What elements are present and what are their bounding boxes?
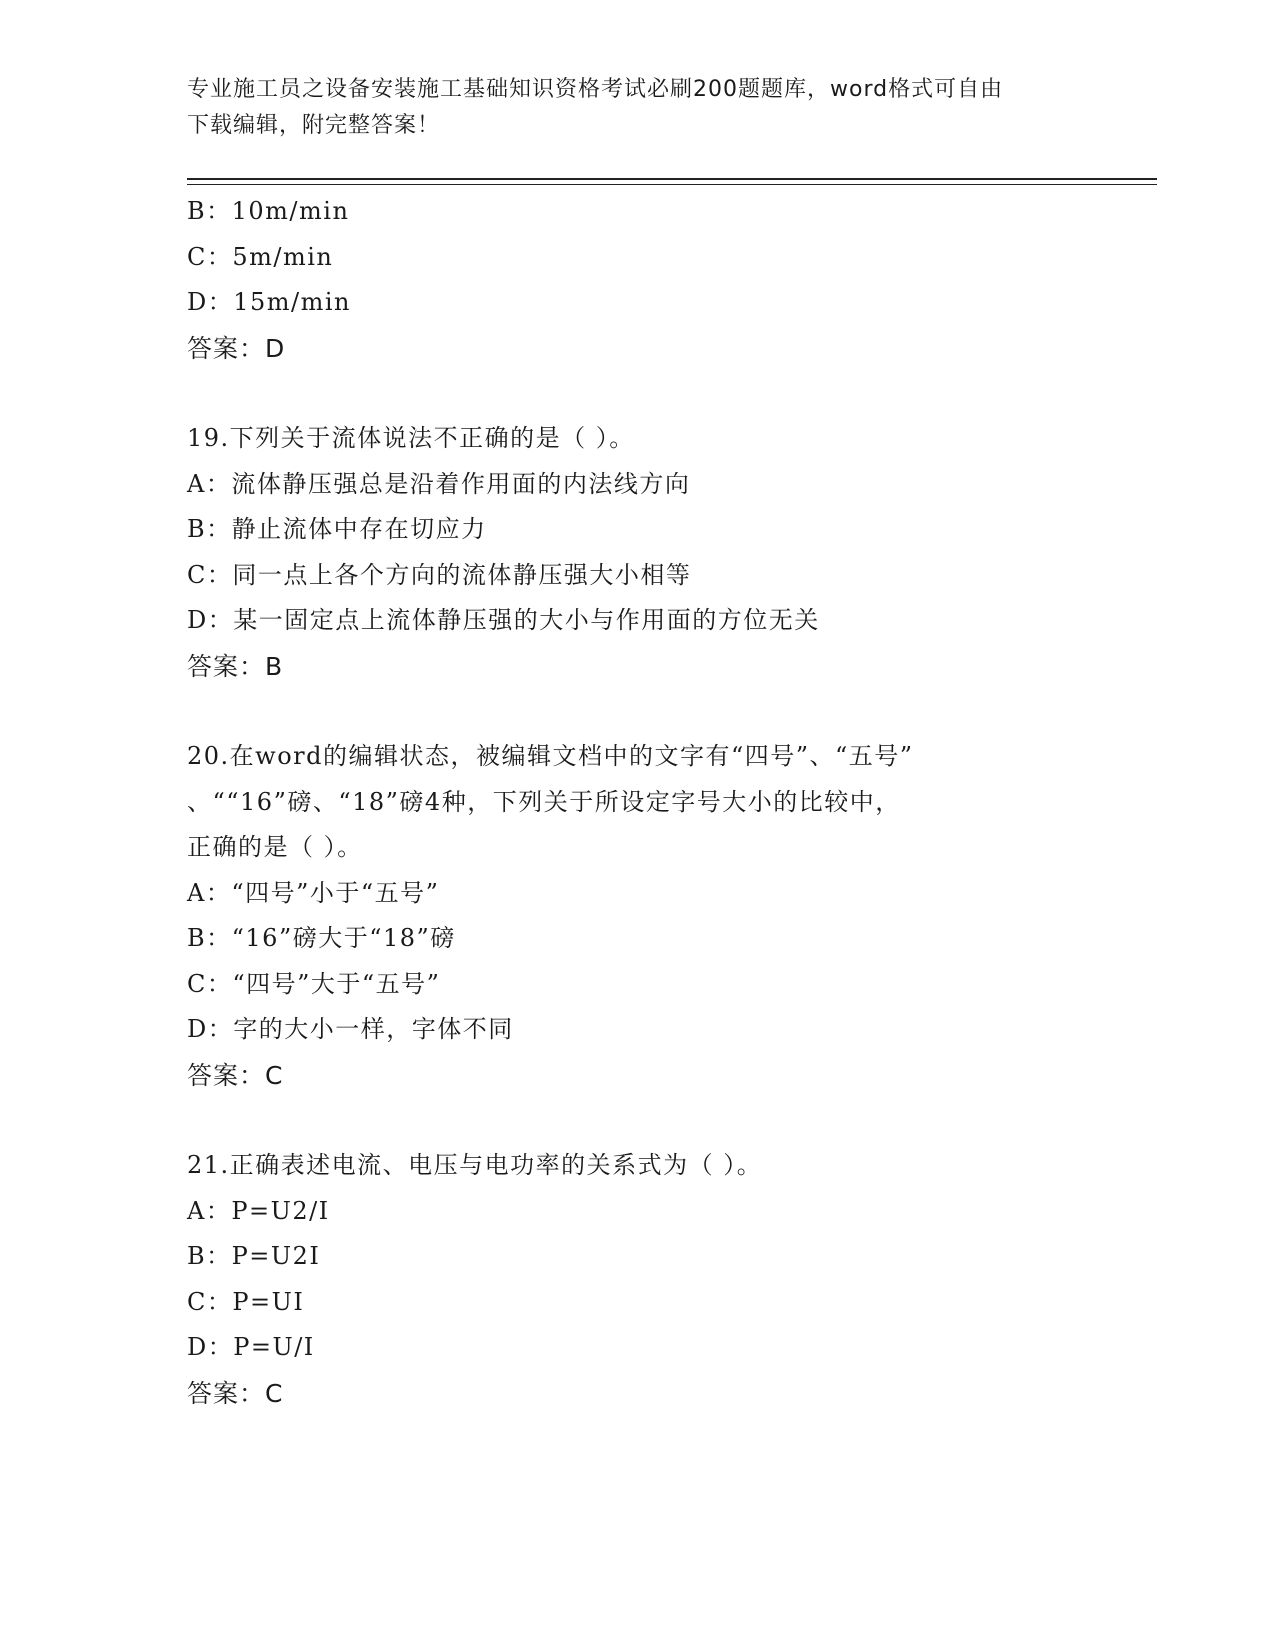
option-c: C：P=UI [187, 1287, 305, 1316]
question-stem: 21.正确表述电流、电压与电功率的关系式为（ ）。 [187, 1151, 763, 1179]
question-19-block [187, 416, 1107, 689]
option-c: C：5m/min [187, 242, 334, 271]
question-stem-line: 20.在word的编辑状态，被编辑文档中的文字有“四号”、“五号” [187, 742, 914, 770]
question-content [187, 189, 1107, 1416]
option-b: B：10m/min [187, 197, 350, 225]
header-title-line1: 专业施工员之设备安装施工基础知识资格考试必刷200题题库，word格式可自由 [187, 77, 1004, 102]
option-d: D：15m/min [187, 288, 352, 316]
question-stem-line: 正确的是（ ）。 [187, 833, 363, 861]
option-b: B：P=U2I [187, 1242, 321, 1270]
option-a: A：流体静压强总是沿着作用面的内法线方向 [187, 469, 691, 498]
answer-line: 答案：C [187, 1378, 284, 1408]
answer-line: 答案：C [187, 1060, 284, 1090]
option-d: D：P=U/I [187, 1333, 315, 1361]
option-d: D：字的大小一样，字体不同 [187, 1015, 514, 1043]
question-21-block [187, 1143, 1107, 1416]
header-divider-thick [187, 178, 1157, 180]
option-b: B：“16”磅大于“18”磅 [187, 924, 456, 952]
question-18-block [187, 189, 1107, 371]
option-c: C：同一点上各个方向的流体静压强大小相等 [187, 560, 692, 589]
spacer [187, 689, 1107, 734]
option-a: A：P=U2/I [187, 1196, 330, 1225]
answer-line: 答案：D [187, 333, 286, 363]
spacer [187, 1098, 1107, 1143]
question-stem-line: 、““16”磅、“18”磅4种，下列关于所设定字号大小的比较中， [187, 787, 901, 816]
option-d: D：某一固定点上流体静压强的大小与作用面的方位无关 [187, 606, 820, 634]
option-b: B：静止流体中存在切应力 [187, 515, 487, 543]
option-c: C：“四号”大于“五号” [187, 969, 441, 998]
header-title-line2: 下载编辑，附完整答案！ [187, 113, 441, 138]
header-divider-thin [187, 184, 1157, 185]
document-header [187, 72, 1067, 144]
question-20-block [187, 734, 1107, 1098]
spacer [187, 371, 1107, 416]
option-a: A：“四号”小于“五号” [187, 878, 440, 907]
answer-line: 答案：B [187, 651, 284, 681]
question-stem: 19.下列关于流体说法不正确的是（ ）。 [187, 424, 635, 452]
